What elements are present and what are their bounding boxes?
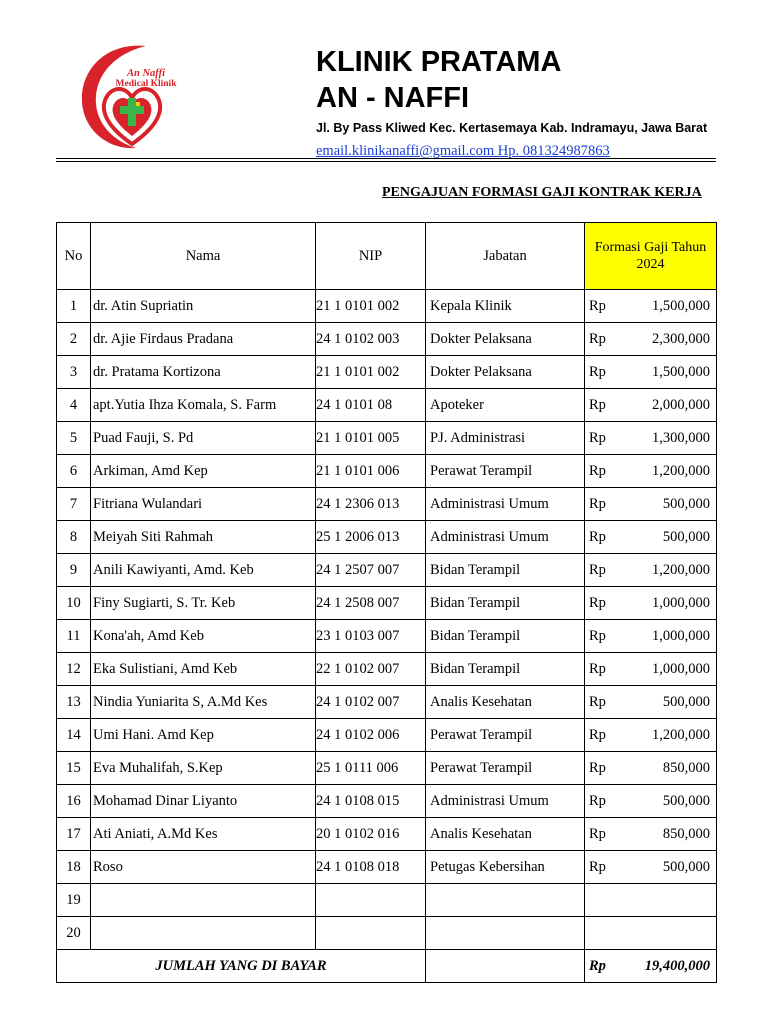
cell-jabatan: Apoteker: [426, 389, 585, 422]
cell-gaji: [585, 323, 717, 356]
logo-line2: Medical Klinik: [115, 79, 177, 89]
cell-jabatan: Dokter Pelaksana: [426, 356, 585, 389]
cell-nip: 24 1 0102 006: [316, 719, 426, 752]
amount-wrap: [585, 331, 716, 348]
cell-no: 15: [57, 752, 91, 785]
cell-no: 19: [57, 884, 91, 917]
cell-jabatan: Analis Kesehatan: [426, 818, 585, 851]
table-row: [57, 653, 717, 686]
cell-no: 14: [57, 719, 91, 752]
currency-label: Rp: [589, 594, 606, 611]
amount-value: 19,400,000: [644, 957, 710, 974]
cell-no: 2: [57, 323, 91, 356]
table-row: [57, 884, 717, 917]
currency-label: Rp: [589, 330, 606, 347]
currency-label: Rp: [589, 693, 606, 710]
amount-wrap: [585, 364, 716, 381]
cell-gaji: [585, 587, 717, 620]
amount-value: 1,300,000: [652, 429, 710, 446]
heart-cross-logo-icon: [76, 40, 188, 152]
amount-wrap: [585, 496, 716, 513]
cell-nip: 24 1 0108 015: [316, 785, 426, 818]
amount-wrap: [585, 958, 716, 975]
cell-gaji: [585, 686, 717, 719]
table-row: [57, 521, 717, 554]
table-row: [57, 389, 717, 422]
cell-nama: Kona'ah, Amd Keb: [91, 620, 316, 653]
table-row: [57, 752, 717, 785]
amount-value: 850,000: [662, 825, 710, 842]
total-empty-cell: [426, 950, 585, 983]
column-header-nip: NIP: [316, 223, 426, 290]
amount-wrap: [585, 760, 716, 777]
clinic-name-line2: AN - NAFFI: [316, 82, 470, 114]
clinic-address: Jl. By Pass Kliwed Kec. Kertasemaya Kab. Indramayu, Jawa Barat: [316, 121, 708, 135]
cell-jabatan: Administrasi Umum: [426, 521, 585, 554]
cell-jabatan: Bidan Terampil: [426, 587, 585, 620]
cell-nip: 24 1 0101 08: [316, 389, 426, 422]
amount-value: 500,000: [662, 858, 710, 875]
cell-gaji: [585, 752, 717, 785]
table-row: [57, 323, 717, 356]
currency-label: Rp: [589, 462, 606, 479]
amount-value: 2,300,000: [652, 330, 710, 347]
cell-no: 6: [57, 455, 91, 488]
amount-value: 1,000,000: [652, 594, 710, 611]
cell-no: 1: [57, 290, 91, 323]
amount-wrap: [585, 793, 716, 810]
cell-nama: Roso: [91, 851, 316, 884]
amount-value: 500,000: [662, 792, 710, 809]
cell-jabatan: Bidan Terampil: [426, 653, 585, 686]
cell-nama: Finy Sugiarti, S. Tr. Keb: [91, 587, 316, 620]
amount-value: 500,000: [662, 495, 710, 512]
cell-nama: Anili Kawiyanti, Amd. Keb: [91, 554, 316, 587]
cell-no: 4: [57, 389, 91, 422]
amount-wrap: [585, 529, 716, 546]
cell-nama: Umi Hani. Amd Kep: [91, 719, 316, 752]
cell-nip: 24 1 2507 007: [316, 554, 426, 587]
amount-value: 1,500,000: [652, 363, 710, 380]
cell-no: 20: [57, 917, 91, 950]
cell-jabatan: Petugas Kebersihan: [426, 851, 585, 884]
document-title: PENGAJUAN FORMASI GAJI KONTRAK KERJA: [382, 185, 702, 200]
amount-value: 1,200,000: [652, 561, 710, 578]
cell-nip: 24 1 2508 007: [316, 587, 426, 620]
column-header-jabatan: Jabatan: [426, 223, 585, 290]
currency-label: Rp: [589, 297, 606, 314]
cell-nip: 21 1 0101 002: [316, 356, 426, 389]
cell-nip: 25 1 0111 006: [316, 752, 426, 785]
cell-nip: 24 1 0108 018: [316, 851, 426, 884]
cell-nip: 24 1 0102 007: [316, 686, 426, 719]
cell-nip: 21 1 0101 005: [316, 422, 426, 455]
total-row: [57, 950, 717, 983]
cell-jabatan: Bidan Terampil: [426, 620, 585, 653]
currency-label: Rp: [589, 957, 606, 974]
table-row: [57, 356, 717, 389]
table-row: [57, 686, 717, 719]
cell-no: 3: [57, 356, 91, 389]
cell-no: 13: [57, 686, 91, 719]
cell-jabatan: PJ. Administrasi: [426, 422, 585, 455]
table-row: [57, 917, 717, 950]
currency-label: Rp: [589, 627, 606, 644]
cell-jabatan: Kepala Klinik: [426, 290, 585, 323]
amount-wrap: [585, 628, 716, 645]
cell-gaji: [585, 719, 717, 752]
cell-no: 12: [57, 653, 91, 686]
amount-wrap: [585, 463, 716, 480]
cell-nip: 23 1 0103 007: [316, 620, 426, 653]
table-row: [57, 554, 717, 587]
logo-text: [106, 68, 186, 90]
cell-jabatan: [426, 917, 585, 950]
cell-no: 10: [57, 587, 91, 620]
currency-label: Rp: [589, 858, 606, 875]
cell-no: 9: [57, 554, 91, 587]
amount-value: 1,200,000: [652, 462, 710, 479]
table-row: [57, 587, 717, 620]
table-row: [57, 488, 717, 521]
cell-gaji: [585, 455, 717, 488]
cell-gaji: [585, 488, 717, 521]
currency-label: Rp: [589, 825, 606, 842]
amount-wrap: [585, 859, 716, 876]
cell-no: 8: [57, 521, 91, 554]
header-divider: [56, 158, 716, 159]
cell-nama: Puad Fauji, S. Pd: [91, 422, 316, 455]
column-header-nama: Nama: [91, 223, 316, 290]
amount-wrap: [585, 694, 716, 711]
cell-nama: [91, 884, 316, 917]
cell-nama: Mohamad Dinar Liyanto: [91, 785, 316, 818]
cell-jabatan: Administrasi Umum: [426, 488, 585, 521]
cell-jabatan: Administrasi Umum: [426, 785, 585, 818]
currency-label: Rp: [589, 495, 606, 512]
table-row: [57, 818, 717, 851]
table-row: [57, 719, 717, 752]
cell-nama: Meiyah Siti Rahmah: [91, 521, 316, 554]
table-row: [57, 290, 717, 323]
cell-nip: 24 1 2306 013: [316, 488, 426, 521]
currency-label: Rp: [589, 726, 606, 743]
table-row: [57, 851, 717, 884]
header-divider-secondary: [56, 161, 716, 162]
cell-gaji: [585, 917, 717, 950]
column-header-no: No: [57, 223, 91, 290]
amount-value: 1,000,000: [652, 627, 710, 644]
table-row: [57, 422, 717, 455]
amount-value: 2,000,000: [652, 396, 710, 413]
cell-nama: apt.Yutia Ihza Komala, S. Farm: [91, 389, 316, 422]
cell-nama: dr. Ajie Firdaus Pradana: [91, 323, 316, 356]
amount-value: 500,000: [662, 693, 710, 710]
cell-jabatan: [426, 884, 585, 917]
cell-gaji: [585, 356, 717, 389]
cell-gaji: [585, 521, 717, 554]
cell-gaji: [585, 884, 717, 917]
table-row: [57, 620, 717, 653]
table-header-row: [57, 223, 717, 290]
logo-line1: An Naffi: [126, 68, 166, 79]
cell-no: 5: [57, 422, 91, 455]
clinic-logo: [76, 40, 188, 152]
table-row: [57, 785, 717, 818]
amount-wrap: [585, 727, 716, 744]
currency-label: Rp: [589, 759, 606, 776]
cell-gaji: [585, 620, 717, 653]
total-amount: [585, 950, 717, 983]
cell-nama: Fitriana Wulandari: [91, 488, 316, 521]
currency-label: Rp: [589, 396, 606, 413]
cell-no: 17: [57, 818, 91, 851]
currency-label: Rp: [589, 792, 606, 809]
cell-no: 16: [57, 785, 91, 818]
clinic-name: [316, 44, 561, 116]
amount-wrap: [585, 826, 716, 843]
amount-wrap: [585, 430, 716, 447]
cell-nip: 21 1 0101 006: [316, 455, 426, 488]
cell-nama: dr. Atin Supriatin: [91, 290, 316, 323]
cell-jabatan: Dokter Pelaksana: [426, 323, 585, 356]
amount-value: 1,200,000: [652, 726, 710, 743]
cell-nip: 25 1 2006 013: [316, 521, 426, 554]
amount-value: 1,500,000: [652, 297, 710, 314]
total-label: JUMLAH YANG DI BAYAR: [57, 950, 426, 983]
cell-nama: Ati Aniati, A.Md Kes: [91, 818, 316, 851]
cell-nama: Eka Sulistiani, Amd Keb: [91, 653, 316, 686]
cell-nip: 20 1 0102 016: [316, 818, 426, 851]
currency-label: Rp: [589, 528, 606, 545]
currency-label: Rp: [589, 429, 606, 446]
cell-gaji: [585, 785, 717, 818]
cell-jabatan: Perawat Terampil: [426, 455, 585, 488]
cell-no: 11: [57, 620, 91, 653]
cell-nip: [316, 884, 426, 917]
clinic-name-line1: KLINIK PRATAMA: [316, 46, 562, 78]
currency-label: Rp: [589, 561, 606, 578]
amount-wrap: [585, 397, 716, 414]
cell-jabatan: Perawat Terampil: [426, 719, 585, 752]
cell-gaji: [585, 818, 717, 851]
cell-nama: Eva Muhalifah, S.Kep: [91, 752, 316, 785]
cell-no: 18: [57, 851, 91, 884]
currency-label: Rp: [589, 660, 606, 677]
cell-nama: dr. Pratama Kortizona: [91, 356, 316, 389]
cell-nama: [91, 917, 316, 950]
currency-label: Rp: [589, 363, 606, 380]
amount-wrap: [585, 562, 716, 579]
amount-wrap: [585, 595, 716, 612]
cell-nip: 22 1 0102 007: [316, 653, 426, 686]
amount-value: 1,000,000: [652, 660, 710, 677]
cell-jabatan: Perawat Terampil: [426, 752, 585, 785]
cell-gaji: [585, 422, 717, 455]
cell-nama: Arkiman, Amd Kep: [91, 455, 316, 488]
cell-nip: [316, 917, 426, 950]
cell-jabatan: Bidan Terampil: [426, 554, 585, 587]
cell-nip: 21 1 0101 002: [316, 290, 426, 323]
clinic-contact-link[interactable]: email.klinikanaffi@gmail.com Hp. 081324987863: [316, 143, 610, 159]
column-header-gaji: Formasi Gaji Tahun 2024: [585, 223, 717, 290]
amount-wrap: [585, 661, 716, 678]
cell-gaji: [585, 653, 717, 686]
salary-table: [56, 222, 717, 983]
amount-wrap: [585, 298, 716, 315]
cell-gaji: [585, 554, 717, 587]
cell-gaji: [585, 389, 717, 422]
amount-value: 500,000: [662, 528, 710, 545]
cell-nip: 24 1 0102 003: [316, 323, 426, 356]
cell-no: 7: [57, 488, 91, 521]
cell-jabatan: Analis Kesehatan: [426, 686, 585, 719]
cell-nama: Nindia Yuniarita S, A.Md Kes: [91, 686, 316, 719]
cell-gaji: [585, 851, 717, 884]
amount-value: 850,000: [662, 759, 710, 776]
cell-gaji: [585, 290, 717, 323]
table-row: [57, 455, 717, 488]
